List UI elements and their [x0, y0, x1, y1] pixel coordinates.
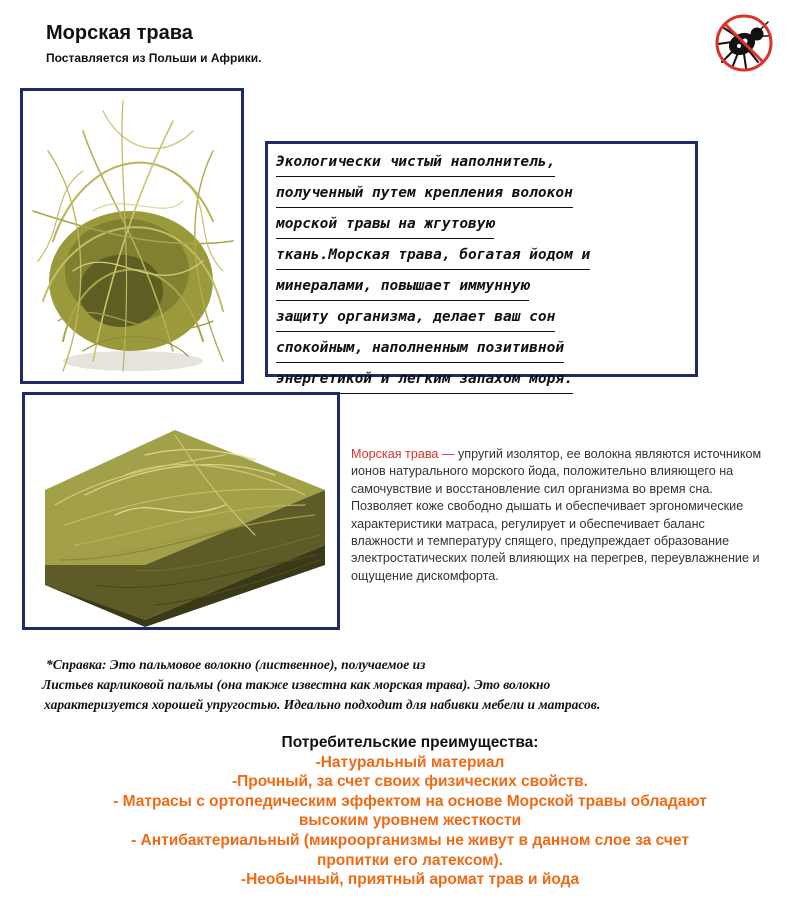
info-line: морской травы на жгутовую: [276, 211, 494, 239]
benefit-item: -Необычный, приятный аромат трав и йода: [240, 871, 580, 889]
benefit-item: высоким уровнем жесткости: [298, 812, 522, 830]
reference-line: Листьев карликовой пальмы (она также известна как морская трава). Это волокно: [42, 677, 551, 692]
benefit-item: - Матрасы с ортопедическим эффектом на основе Морской травы обладают: [113, 792, 707, 810]
info-line: ткань.Морская трава, богатая йодом и: [276, 242, 590, 270]
info-box: [265, 141, 698, 387]
no-mites-icon: [714, 10, 774, 76]
description-accent: Морская трава —: [351, 447, 458, 461]
benefit-item: -Натуральный материал: [315, 753, 505, 771]
benefit-item: -Прочный, за счет своих физических свойств.: [232, 773, 588, 791]
reference-line: *Справка: Это пальмовое волокно (лиственное), получаемое из: [46, 657, 426, 672]
info-line: спокойным, наполненным позитивной: [276, 335, 564, 363]
page-title: Морская трава: [46, 22, 193, 44]
description: [351, 446, 769, 585]
reference-line: характеризуется хорошей упругостью. Идеально подходит для набивки мебели и матрасов.: [44, 697, 601, 712]
page-subtitle: Поставляется из Польши и Африки.: [46, 51, 262, 65]
seaweed-mat-photo: [22, 392, 340, 630]
benefit-item: пропитки его латексом).: [316, 851, 504, 869]
info-line: защиту организма, делает ваш сон: [276, 304, 555, 332]
info-line: полученный путем крепления волокон: [276, 180, 573, 208]
info-line: Экологически чистый наполнитель,: [276, 149, 555, 177]
benefit-item: - Антибактериальный (микроорганизмы не живут в данном слое за счет: [131, 831, 689, 849]
seaweed-fiber-photo: [20, 88, 244, 384]
benefits-heading: Потребительские преимущества:: [281, 734, 539, 751]
benefits-section: [30, 733, 790, 890]
reference-note: [44, 655, 774, 715]
info-line: минералами, повышает иммунную: [276, 273, 529, 301]
description-body: упругий изолятор, ее волокна являются источником ионов натурального морского йода, положительно влияющего на самочувствие и восстановление сил организма во время сна. Позволяет коже свободно дышать и обеспечивает эргономические характеристики матраса, регулирует и обеспечивает баланс влажности и температуру спящего, предупреждает образование электростатических полей влияющих на перегрев, переувлажнение и ощущение дискомфорта.: [351, 447, 762, 583]
info-line: энергетикой и легким запахом моря.: [276, 366, 573, 394]
